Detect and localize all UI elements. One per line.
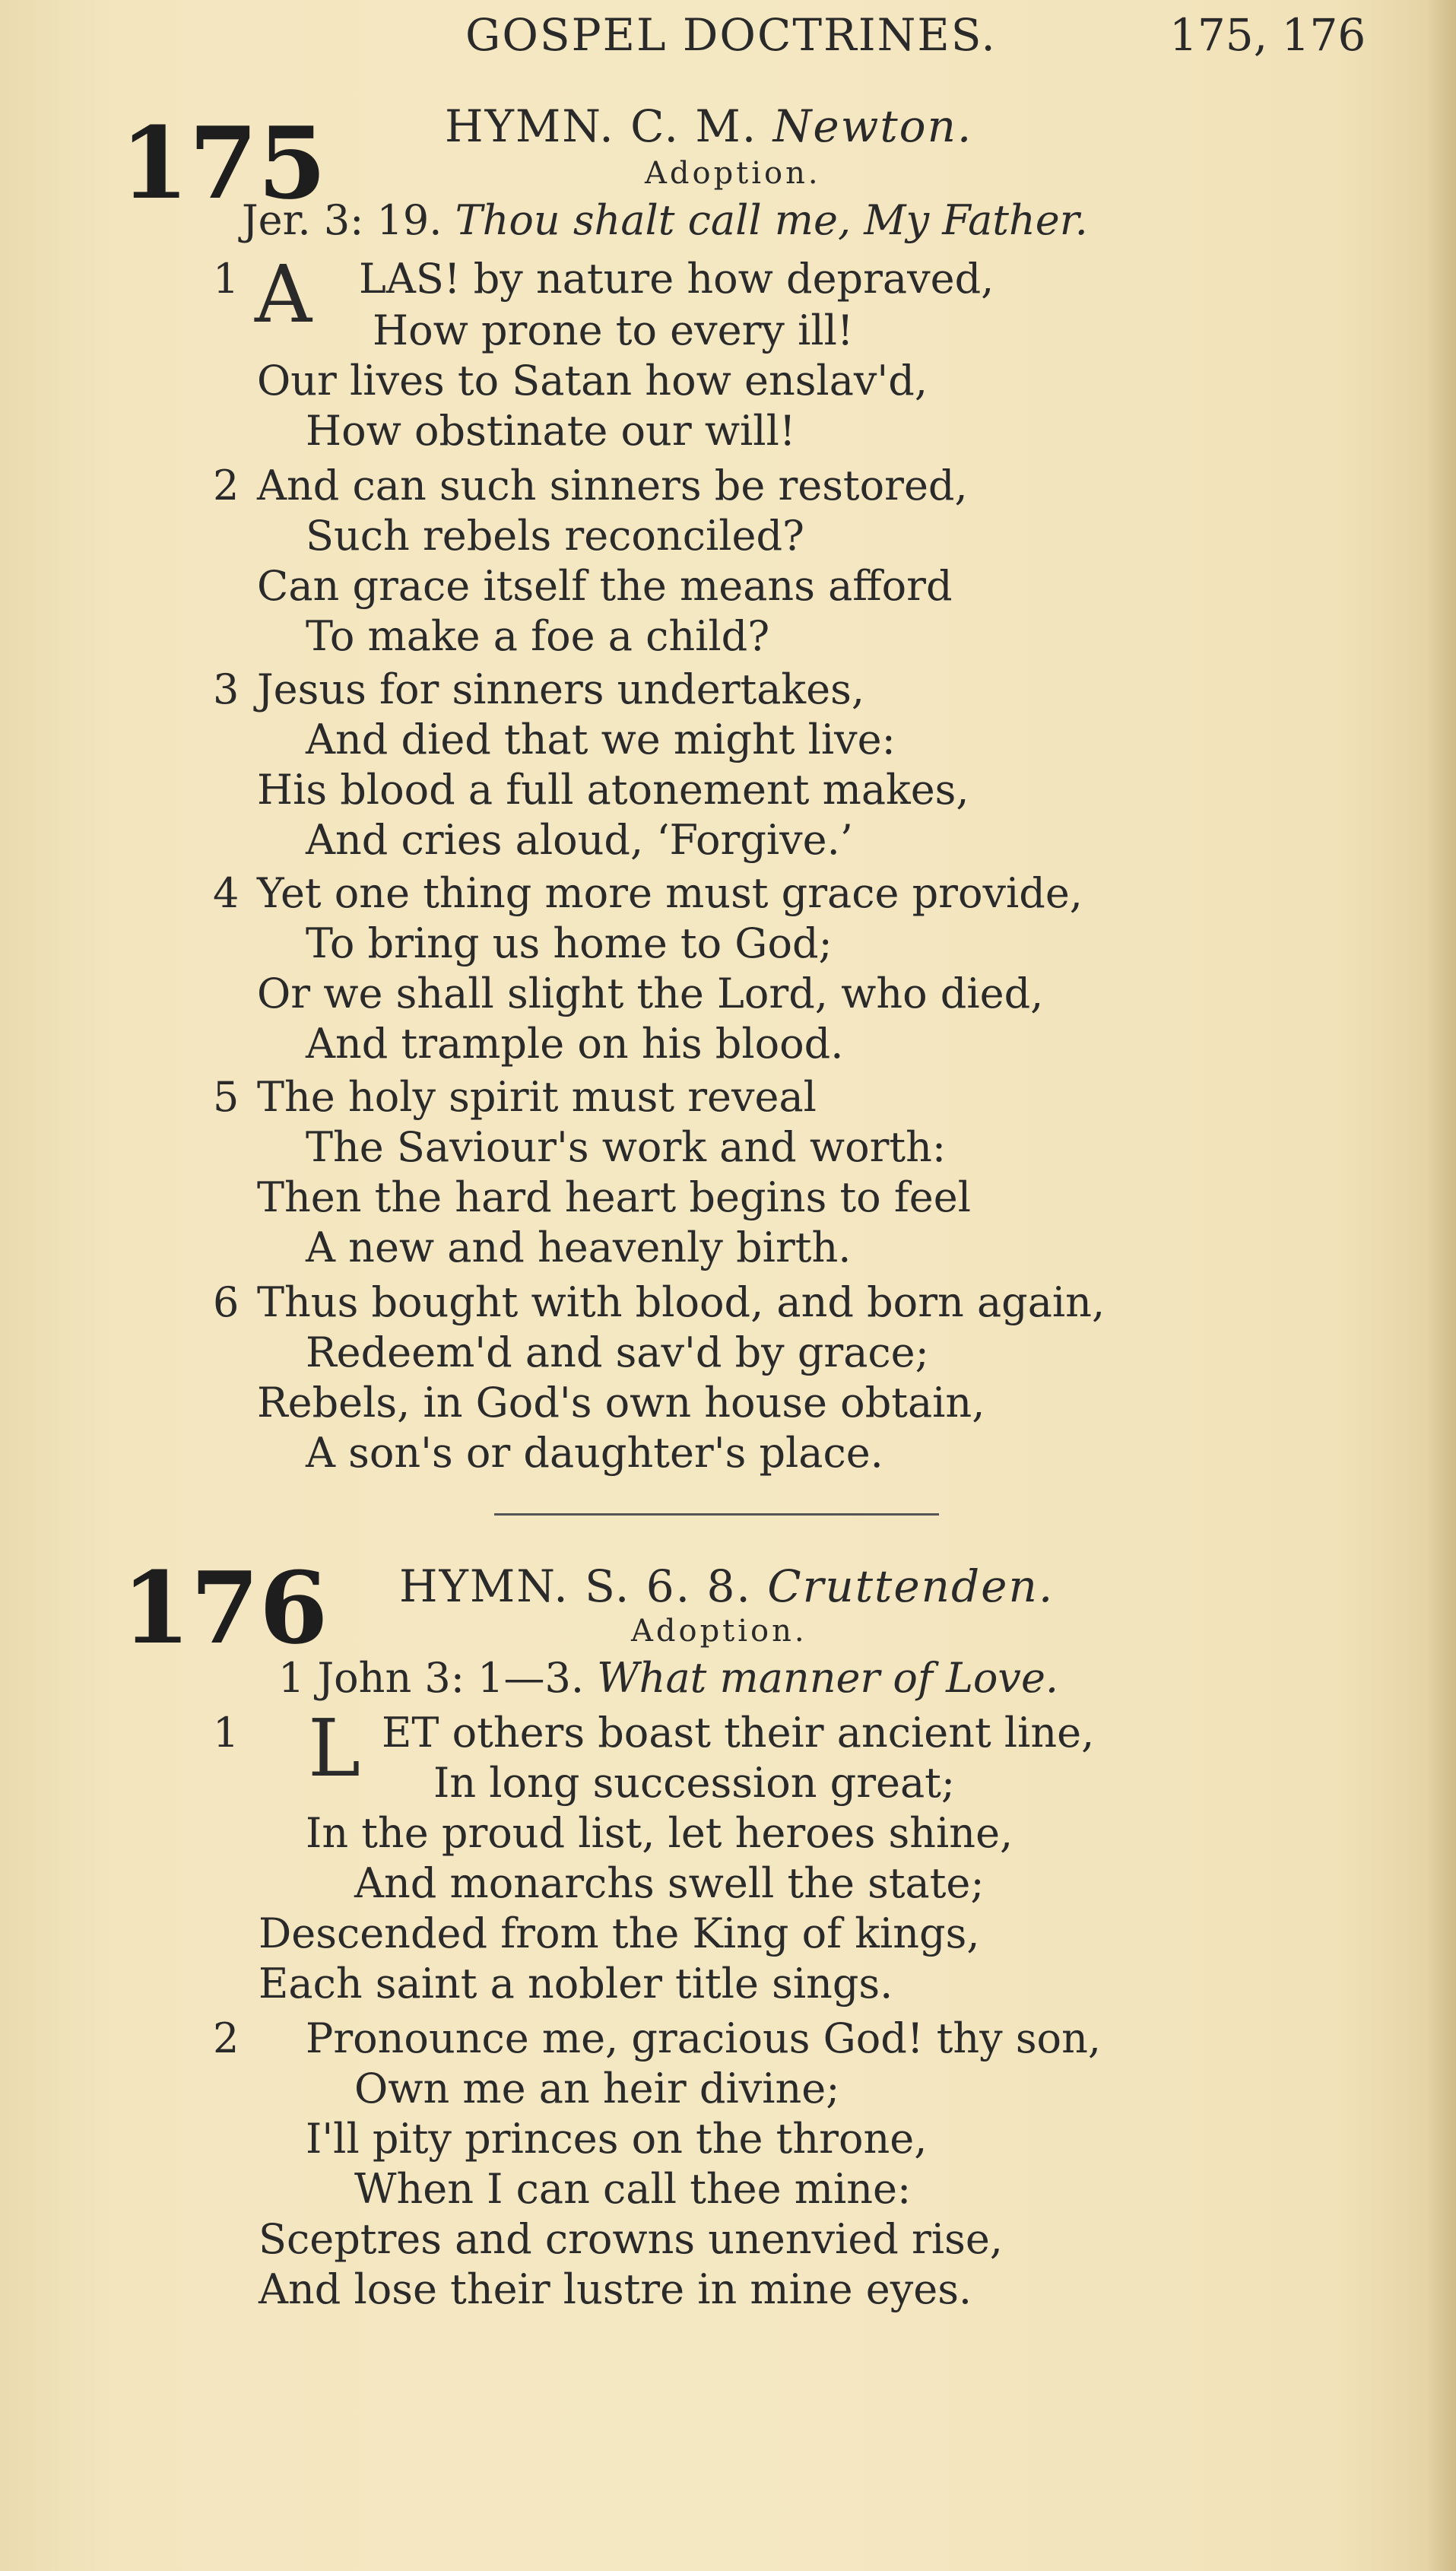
verse-number: 2 (213, 2014, 239, 2062)
hymn-175-subtitle: Adoption. (645, 156, 821, 191)
verse-line: A son's or daughter's place. (306, 1429, 883, 1477)
verse-number: 1 (213, 1709, 239, 1757)
drop-cap: A (255, 248, 312, 341)
verse-line: Can grace itself the means afford (257, 562, 953, 610)
verse-line: A new and heavenly birth. (306, 1224, 852, 1271)
verse-line: Sceptres and crowns unenvied rise, (259, 2215, 1003, 2263)
hymn-175-scripture (242, 196, 1088, 244)
verse-line: And cries aloud, ‘Forgive.’ (306, 816, 853, 864)
verse-line: The holy spirit must reveal (257, 1073, 817, 1121)
verse-line: And lose their lustre in mine eyes. (259, 2265, 972, 2313)
verse-line: How obstinate our will! (306, 407, 796, 455)
verse-number: 5 (213, 1073, 239, 1121)
page-edge-shadow (1426, 0, 1456, 2571)
hymn-175-scripture-text: Thou shalt call me, My Father. (455, 196, 1088, 244)
verse-line: Descended from the King of kings, (259, 1909, 980, 1957)
verse-line: And died that we might live: (306, 716, 896, 763)
hymn-175-meter: C. M. (630, 100, 758, 152)
hymn-number-175: 175 (120, 105, 327, 221)
verse-number: 3 (213, 665, 239, 713)
verse-line: In the proud list, let heroes shine, (306, 1809, 1013, 1857)
hymn-175-heading (445, 100, 972, 152)
hymn-176-subtitle: Adoption. (631, 1614, 807, 1649)
verse-line: And can such sinners be restored, (257, 462, 968, 509)
verse-line: Thus bought with blood, and born again, (257, 1278, 1105, 1326)
verse-line: Then the hard heart begins to feel (257, 1173, 971, 1221)
verse-line: Jesus for sinners undertakes, (257, 665, 864, 713)
verse-line: In long succession great; (433, 1759, 956, 1807)
verse-number: 4 (213, 869, 239, 917)
hymn-175-type: HYMN. (445, 100, 615, 152)
verse-line: Redeem'd and sav'd by grace; (306, 1328, 929, 1376)
hymn-number-176: 176 (122, 1550, 328, 1666)
verse-number: 1 (213, 255, 239, 303)
verse-line: The Saviour's work and worth: (306, 1123, 947, 1171)
verse-line: Or we shall slight the Lord, who died, (257, 970, 1044, 1017)
hymn-175-scripture-ref: Jer. 3: 19. (242, 196, 443, 244)
hymn-176-meter: S. 6. 8. (585, 1560, 752, 1612)
verse-line: Such rebels reconciled? (306, 512, 804, 560)
verse-line: Each saint a nobler title sings. (259, 1960, 893, 2008)
hymn-175-author: Newton. (772, 100, 973, 152)
running-head: GOSPEL DOCTRINES. (465, 9, 997, 61)
hymn-176-scripture-text: What manner of Love. (597, 1654, 1059, 1702)
verse-line: Our lives to Satan how enslav'd, (257, 357, 928, 405)
hymn-176-author: Cruttenden. (767, 1560, 1055, 1612)
hymn-176-heading (399, 1560, 1054, 1612)
verse-number: 6 (213, 1278, 239, 1326)
verse-line: ET others boast their ancient line, (382, 1709, 1095, 1757)
verse-line: Yet one thing more must grace provide, (257, 869, 1083, 917)
drop-cap: L (308, 1702, 361, 1795)
hymn-176-type: HYMN. (399, 1560, 569, 1612)
hymn-176-scripture-ref: 1 John 3: 1—3. (278, 1654, 584, 1702)
verse-line: His blood a full atonement makes, (257, 766, 969, 814)
verse-line: When I can call thee mine: (354, 2165, 912, 2213)
verse-line: And trample on his blood. (306, 1020, 844, 1068)
verse-line: LAS! by nature how depraved, (359, 255, 994, 303)
verse-line: To make a foe a child? (306, 612, 770, 660)
verse-line: Rebels, in God's own house obtain, (257, 1379, 985, 1427)
page-numbers: 175, 176 (1169, 9, 1366, 61)
verse-line: I'll pity princes on the throne, (306, 2115, 928, 2163)
hymn-divider (494, 1513, 939, 1516)
verse-line: And monarchs swell the state; (354, 1859, 985, 1907)
verse-line: To bring us home to God; (306, 919, 833, 967)
hymn-176-scripture (278, 1654, 1058, 1702)
verse-number: 2 (213, 462, 239, 509)
verse-line: How prone to every ill! (373, 306, 854, 354)
verse-line: Pronounce me, gracious God! thy son, (306, 2014, 1102, 2062)
verse-line: Own me an heir divine; (354, 2065, 840, 2112)
